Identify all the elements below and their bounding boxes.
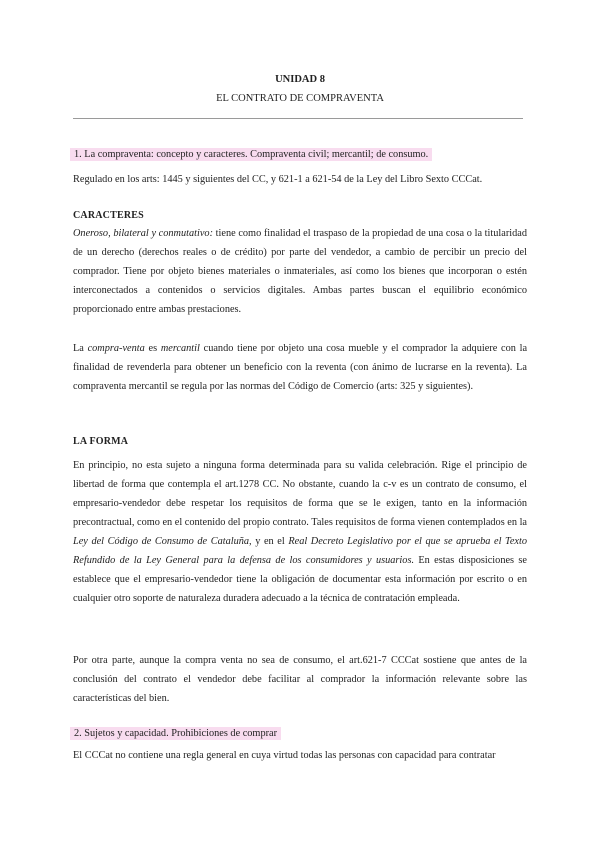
caracteres-p1-text: tiene como finalidad el traspaso de la propiedad de una cosa o la titularidad de un derecho (derechos reales o de crédito) por parte del vendedor, a cambio de percibir un precio del comprador. Tiene por objeto bienes materiales o inmateriales, así como los bienes que incorporan o estén interconectados a contenidos o servicios digitales. Ambas partes buscan el equilibrio económico proporcionado entre ambas prestaciones.: [73, 228, 527, 315]
header-divider: [73, 118, 523, 119]
forma-p1-part-b: y en el: [251, 536, 289, 547]
p2-italic-compraventa: compra-venta: [87, 343, 145, 354]
forma-p1-part-a: En principio, no esta sujeto a ninguna forma determinada para su valida celebración. Rige el principio de libertad de forma que contempla el art.1278 CC. No obstante, cuando la c-v es un contrato de consumo, el empresario-vendedor debe respetar los requisitos de forma que se le exigen, tanto en la información precontractual, como en el contenido del propio contrato. Tales requisitos de forma vienen contemplados en la: [73, 460, 528, 528]
document-subtitle: EL CONTRATO DE COMPRAVENTA: [216, 93, 384, 104]
p2-italic-mercantil: mercantil: [160, 343, 200, 354]
p2-part-c: cuando tiene por objeto una cosa mueble y el comprador la adquiere con la finalidad de revenderla para obtener un beneficio con la reventa (con ánimo de lucrarse en la reventa). La compraventa mercantil se regula por las normas del Código de Comercio (arts: 325 y siguientes).: [73, 343, 528, 392]
forma-p1-italic-ley: Ley del Código de Consumo de Cataluña,: [73, 536, 252, 547]
p2-part-b: es: [144, 343, 161, 354]
forma-heading: LA FORMA: [73, 436, 129, 447]
regulation-text: Regulado en los arts: 1445 y siguientes del CC, y 621-1 a 621-54 de la Ley del Libro Sexto CCCat.: [73, 174, 483, 185]
section-2-heading: 2. Sujetos y capacidad. Prohibiciones de comprar: [70, 727, 281, 740]
caracteres-heading: CARACTERES: [73, 210, 144, 221]
section-1-heading: 1. La compraventa: concepto y caracteres. Compraventa civil; mercantil; de consumo.: [70, 148, 432, 161]
p2-part-a: La: [73, 343, 88, 354]
forma-p1-part-c: En estas disposiciones se establece que el empresario-vendedor tiene la obligación de documentar esta información por escrito o en cualquier otro soporte de naturaleza duradera adecuado a la técnica de contratación empleada.: [73, 555, 527, 604]
caracteres-paragraph-2: [73, 339, 527, 396]
forma-paragraph-2: Por otra parte, aunque la compra venta no sea de consumo, el art.621-7 CCCat sostiene que antes de la conclusión del contrato el vendedor debe facilitar al comprador la información relevante sobre las características del bien.: [73, 655, 527, 704]
section-2-text: El CCCat no contiene una regla general en cuya virtud todas las personas con capacidad para contratar: [73, 750, 496, 761]
unit-title: UNIDAD 8: [275, 74, 325, 85]
forma-paragraph-1: [73, 456, 527, 608]
caracteres-paragraph-1: [73, 224, 527, 319]
caracteres-italic-term: Oneroso, bilateral y conmutativo:: [73, 228, 214, 239]
forma-p1-italic-decreto: Real Decreto Legislativo por el que se aprueba el Texto Refundido de la Ley General para la defensa de los consumidores y usuarios.: [73, 536, 527, 566]
